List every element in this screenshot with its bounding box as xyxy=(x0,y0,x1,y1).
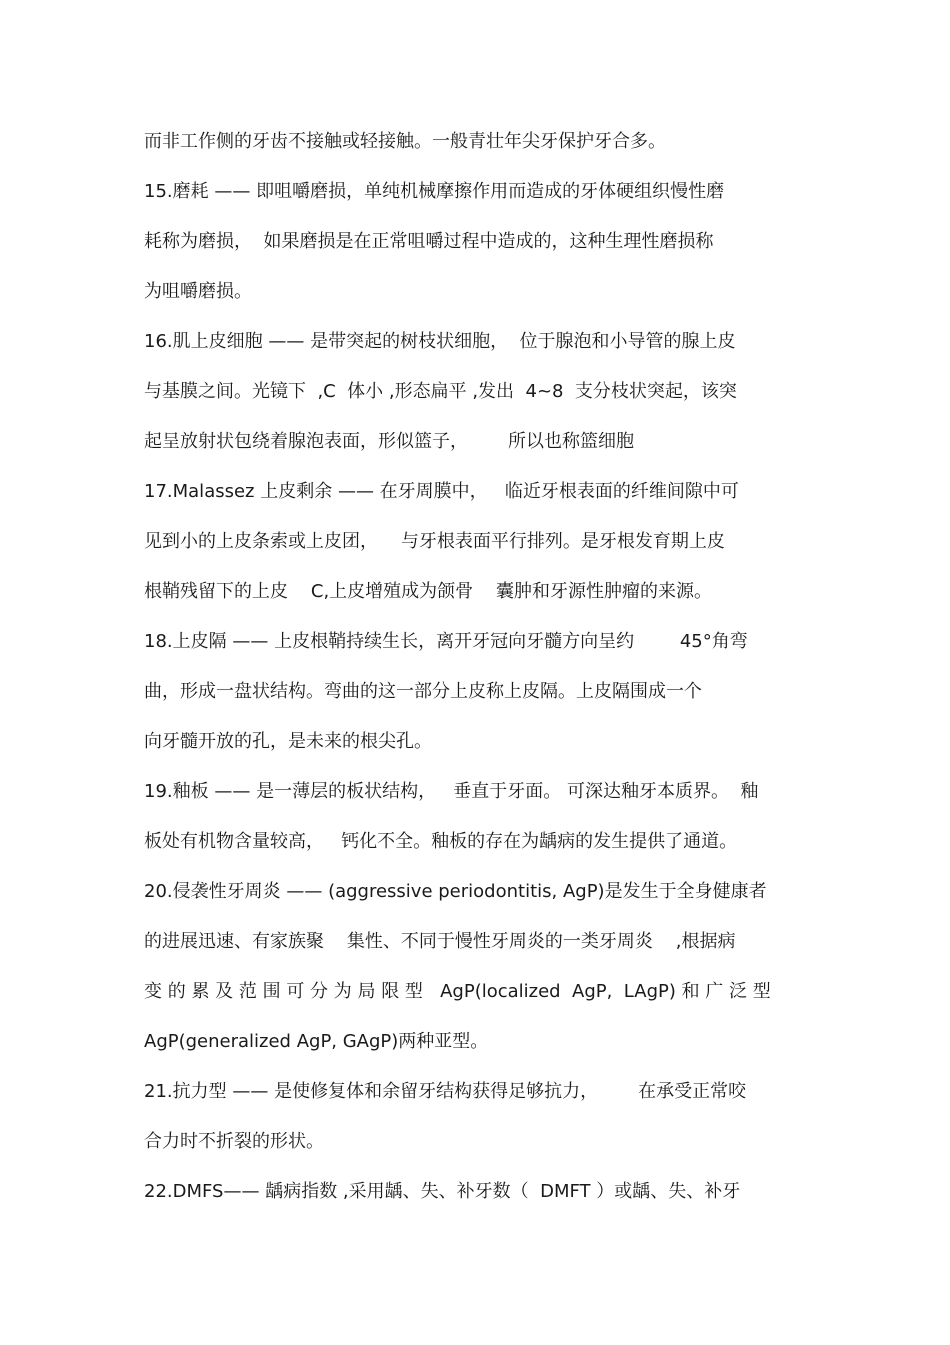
text-line: 起呈放射状包绕着腺泡表面，形似篮子， 所以也称篮细胞 xyxy=(144,431,635,452)
text-line: 耗称为磨损， 如果磨损是在正常咀嚼过程中造成的，这种生理性磨损称 xyxy=(144,231,714,252)
text-line: 15.磨耗 —— 即咀嚼磨损，单纯机械摩擦作用而造成的牙体硬组织慢性磨 xyxy=(144,181,725,202)
text-line: 19.釉板 —— 是一薄层的板状结构， 垂直于牙面。 可深达釉牙本质界。 釉 xyxy=(144,781,759,802)
text-line: 的进展迅速、有家族聚 集性、不同于慢性牙周炎的一类牙周炎 ,根据病 xyxy=(144,931,736,952)
text-line: 16.肌上皮细胞 —— 是带突起的树枝状细胞， 位于腺泡和小导管的腺上皮 xyxy=(144,331,736,352)
text-line: 18.上皮隔 —— 上皮根鞘持续生长，离开牙冠向牙髓方向呈约 45°角弯 xyxy=(144,631,748,652)
text-line: 20.侵袭性牙周炎 —— (aggressive periodontitis, AgP)是发生于全身健康者 xyxy=(144,881,767,902)
text-line: 见到小的上皮条索或上皮团， 与牙根表面平行排列。是牙根发育期上皮 xyxy=(144,531,725,552)
text-line: 板处有机物含量较高， 钙化不全。釉板的存在为龋病的发生提供了通道。 xyxy=(144,831,738,852)
text-line: 向牙髓开放的孔，是未来的根尖孔。 xyxy=(144,731,432,752)
text-line: 与基膜之间。光镜下 ,C 体小 ,形态扁平 ,发出 4~8 支分枝状突起，该突 xyxy=(144,381,737,402)
text-line: 21.抗力型 —— 是使修复体和余留牙结构获得足够抗力， 在承受正常咬 xyxy=(144,1081,747,1102)
text-line: 曲，形成一盘状结构。弯曲的这一部分上皮称上皮隔。上皮隔围成一个 xyxy=(144,681,702,702)
text-line: 合力时不折裂的形状。 xyxy=(144,1131,324,1152)
text-line: AgP(generalized AgP, GAgP)两种亚型。 xyxy=(144,1031,489,1052)
text-line: 变 的 累 及 范 围 可 分 为 局 限 型 AgP(localized AgP, LAgP) 和 广 泛 型 xyxy=(144,981,771,1002)
text-line: 而非工作侧的牙齿不接触或轻接触。一般青壮年尖牙保护牙合多。 xyxy=(144,131,666,152)
text-line: 根鞘残留下的上皮 C,上皮增殖成为颌骨 囊肿和牙源性肿瘤的来源。 xyxy=(144,581,713,602)
text-line: 为咀嚼磨损。 xyxy=(144,281,252,302)
text-line: 22.DMFS—— 龋病指数 ,采用龋、失、补牙数（ DMFT ）或龋、失、补牙 xyxy=(144,1181,741,1202)
text-line: 17.Malassez 上皮剩余 —— 在牙周膜中， 临近牙根表面的纤维间隙中可 xyxy=(144,481,739,502)
